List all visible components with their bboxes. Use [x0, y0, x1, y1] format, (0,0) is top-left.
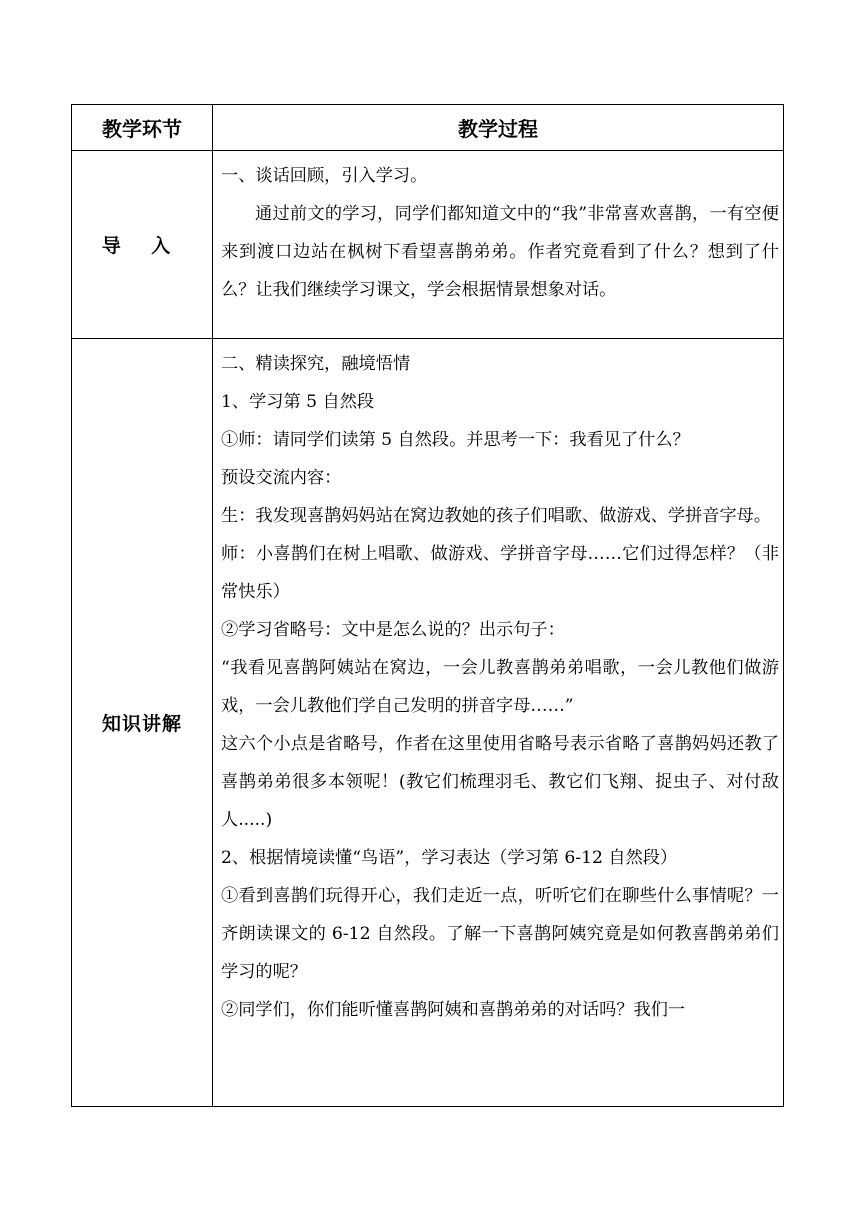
paragraph: ②学习省略号：文中是怎么说的？出示句子：: [221, 620, 565, 640]
table-row-knowledge: [72, 339, 784, 1107]
paragraph: 通过前文的学习，同学们都知道文中的“我”非常喜欢喜鹊，一有空便来到渡口边站在枫树下看望喜鹊弟弟。作者究竟看到了什么？想到了什么？让我们继续学习课文，学会根据情景想象对话。: [221, 204, 779, 300]
process-knowledge: [213, 339, 784, 1107]
paragraph: 2、根据情境读懂“鸟语”，学习表达（学习第 6-12 自然段）: [221, 848, 678, 868]
paragraph: 预设交流内容：: [221, 468, 342, 488]
table-header-row: [72, 105, 784, 151]
stage-knowledge: 知识讲解: [72, 339, 213, 1107]
table-row-intro: [72, 151, 784, 339]
stage-intro: 导 入: [72, 151, 213, 339]
paragraph: 生：我发现喜鹊妈妈站在窝边教她的孩子们唱歌、做游戏、学拼音字母。: [221, 506, 772, 526]
paragraph: 1、学习第 5 自然段: [221, 392, 375, 412]
paragraph: 这六个小点是省略号，作者在这里使用省略号表示省略了喜鹊妈妈还教了喜鹊弟弟很多本领呢！(教它们梳理羽毛、教它们飞翔、捉虫子、对付敌人.....): [221, 734, 779, 830]
paragraph: ①看到喜鹊们玩得开心，我们走近一点，听听它们在聊些什么事情呢？一齐朗读课文的 6-12 自然段。了解一下喜鹊阿姨究竟是如何教喜鹊弟弟们学习的呢？: [221, 886, 779, 982]
paragraph: 二、精读探究，融境悟情: [221, 354, 411, 374]
paragraph: ②同学们，你们能听懂喜鹊阿姨和喜鹊弟弟的对话吗？我们一: [221, 1000, 686, 1020]
paragraph: 师：小喜鹊们在树上唱歌、做游戏、学拼音字母……它们过得怎样？（非常快乐）: [221, 544, 779, 602]
lesson-plan-table: [71, 104, 784, 1107]
paragraph: ①师：请同学们读第 5 自然段。并思考一下：我看见了什么？: [221, 430, 690, 450]
quote-paragraph: “我看见喜鹊阿姨站在窝边，一会儿教喜鹊弟弟唱歌，一会儿教他们做游戏，一会儿教他们学自己发明的拼音字母……”: [221, 658, 779, 716]
header-stage: 教学环节: [72, 105, 213, 151]
header-process: 教学过程: [213, 105, 784, 151]
process-intro: [213, 151, 784, 339]
paragraph: 一、谈话回顾，引入学习。: [221, 166, 428, 186]
